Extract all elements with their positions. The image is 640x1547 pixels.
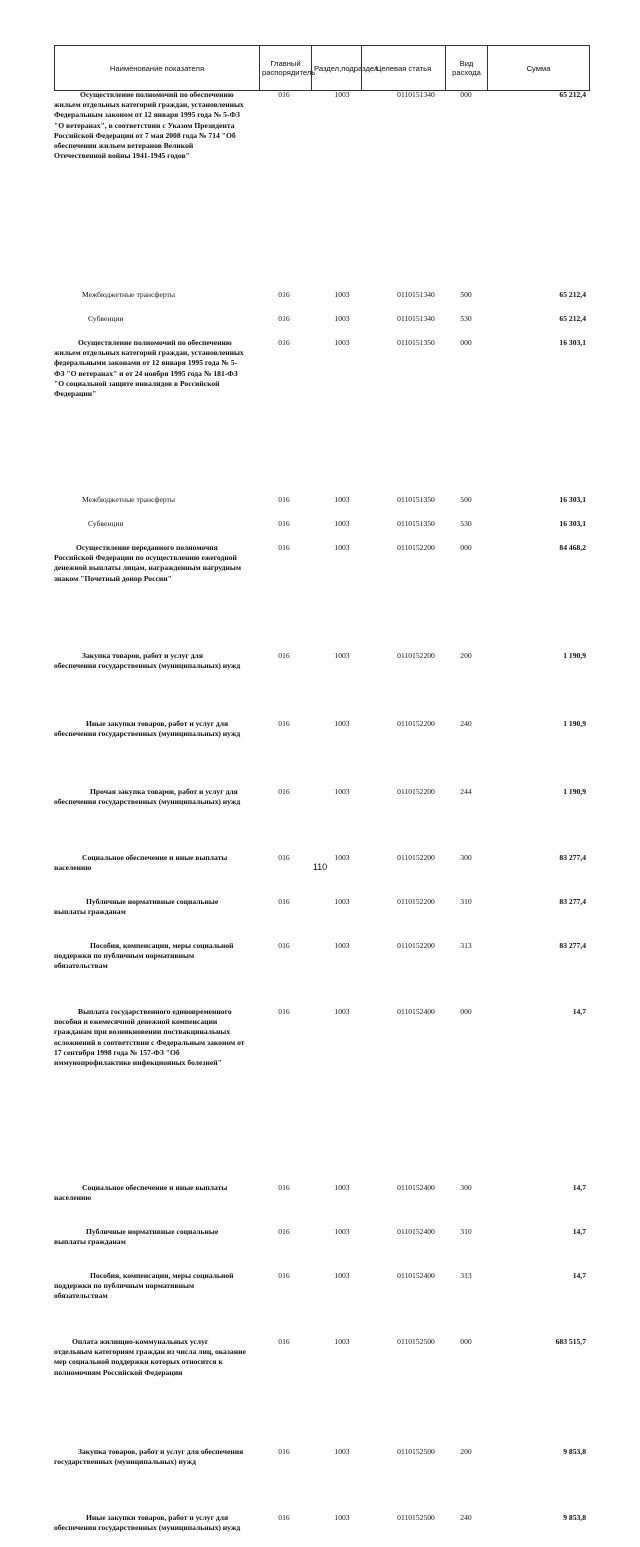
row-target: 0110152200 (397, 651, 435, 660)
header-target: Целевая статья (362, 46, 446, 91)
table-row (54, 897, 589, 919)
row-name: Иные закупки товаров, работ и услуг для обеспечения государственных (муниципальных) нужд (54, 1513, 241, 1533)
row-target: 0110152200 (397, 787, 435, 796)
row-section: 1003 (334, 1183, 350, 1192)
row-section: 1003 (334, 1337, 350, 1346)
page-number: 110 (312, 862, 328, 872)
row-type: 244 (460, 787, 472, 796)
table-row (54, 941, 589, 974)
table-row (54, 787, 589, 820)
row-type: 530 (460, 314, 472, 323)
row-section: 1003 (334, 543, 350, 552)
row-admin: 016 (278, 519, 290, 528)
row-type: 000 (460, 338, 472, 347)
row-type: 530 (460, 519, 472, 528)
row-name: Межбюджетные трансферты (82, 290, 175, 299)
row-name: Оплата жилищно-коммунальных услуг отдельным категориям граждан из числа лиц, оказание мер социальной поддержки которых относится к полномочиям Российской Федерации (54, 1337, 246, 1377)
row-admin: 016 (278, 941, 290, 950)
row-target: 0110152200 (397, 897, 435, 906)
row-sum: 1 190,9 (563, 787, 586, 796)
row-admin: 016 (278, 719, 290, 728)
row-type: 240 (460, 1513, 472, 1522)
row-admin: 016 (278, 338, 290, 347)
row-name: Осуществление переданного полномочия Российской Федерации по осуществлению ежегодной денежной выплаты лицам, награжденным нагрудным знаком "Почетный донор России" (54, 543, 241, 583)
row-sum: 84 468,2 (559, 543, 586, 552)
row-target: 0110152200 (397, 941, 435, 950)
row-sum: 83 277,4 (559, 941, 586, 950)
row-sum: 65 212,4 (559, 90, 586, 99)
table-row (54, 495, 589, 507)
row-sum: 14,7 (572, 1271, 586, 1280)
row-type: 240 (460, 719, 472, 728)
row-admin: 016 (278, 495, 290, 504)
table-row (54, 1227, 589, 1249)
row-name: Иные закупки товаров, работ и услуг для обеспечения государственных (муниципальных) нужд (54, 719, 241, 739)
row-target: 0110152400 (397, 1227, 435, 1236)
row-target: 0110151340 (397, 290, 435, 299)
table-body (54, 90, 589, 1533)
row-admin: 016 (278, 90, 290, 99)
row-admin: 016 (278, 543, 290, 552)
row-type: 313 (460, 1271, 472, 1280)
table-row (54, 314, 589, 326)
row-name: Осуществление полномочий по обеспечению жильем отдельных категорий граждан, установленных федеральными законами от 12 января 1995 года № 5-ФЗ "О ветеранах" и от 24 ноября 1995 года № 181-ФЗ "О социальной защите инвалидов в Российской Федерации" (54, 338, 244, 399)
row-admin: 016 (278, 1007, 290, 1016)
row-name: Субвенции (88, 314, 124, 323)
row-type: 000 (460, 1007, 472, 1016)
row-target: 0110151340 (397, 314, 435, 323)
table-row (54, 719, 589, 753)
row-section: 1003 (334, 1271, 350, 1280)
row-target: 0110151350 (397, 338, 435, 347)
row-sum: 9 853,8 (563, 1447, 586, 1456)
row-section: 1003 (334, 897, 350, 906)
row-type: 310 (460, 897, 472, 906)
row-target: 0110151350 (397, 519, 435, 528)
row-type: 000 (460, 543, 472, 552)
row-sum: 16 303,1 (559, 495, 586, 504)
row-sum: 83 277,4 (559, 853, 586, 862)
row-name: Публичные нормативные социальные выплаты гражданам (54, 897, 219, 917)
row-name: Выплата государственного единовременного пособия и ежемесячной денежной компенсации гражданам при возникновении поствакцинальных осложнений в соответствии с Федеральным законом от 17 сентября 1998 года № 157-ФЗ "Об иммунопрофилактике инфекционных болезней" (54, 1007, 245, 1068)
row-sum: 14,7 (572, 1007, 586, 1016)
row-type: 300 (460, 1183, 472, 1192)
row-target: 0110152400 (397, 1007, 435, 1016)
table-row (54, 651, 589, 685)
row-name: Социальное обеспечение и иные выплаты населению (54, 1183, 228, 1203)
row-name: Прочая закупка товаров, работ и услуг для обеспечения государственных (муниципальных) нужд (54, 787, 241, 807)
row-section: 1003 (334, 719, 350, 728)
row-section: 1003 (334, 519, 350, 528)
row-name: Пособия, компенсации, меры социальной поддержки по публичным нормативным обязательствам (54, 941, 234, 971)
row-section: 1003 (334, 290, 350, 299)
row-sum: 14,7 (572, 1183, 586, 1192)
row-admin: 016 (278, 1183, 290, 1192)
header-admin: Главный распорядитель (260, 46, 312, 91)
row-name: Социальное обеспечение и иные выплаты населению (54, 853, 228, 873)
row-section: 1003 (334, 787, 350, 796)
row-admin: 016 (278, 1447, 290, 1456)
table-row (54, 290, 589, 302)
row-section: 1003 (334, 314, 350, 323)
table-row (54, 1183, 589, 1205)
row-type: 500 (460, 290, 472, 299)
row-sum: 16 303,1 (559, 338, 586, 347)
table-row (54, 519, 589, 531)
row-section: 1003 (334, 1227, 350, 1236)
table-row (54, 543, 589, 597)
row-name: Публичные нормативные социальные выплаты гражданам (54, 1227, 219, 1247)
header-name: Наименование показателя (55, 46, 260, 91)
row-admin: 016 (278, 897, 290, 906)
row-target: 0110151350 (397, 495, 435, 504)
row-type: 310 (460, 1227, 472, 1236)
row-name: Закупка товаров, работ и услуг для обеспечения государственных (муниципальных) нужд (54, 651, 241, 671)
row-target: 0110152400 (397, 1183, 435, 1192)
row-section: 1003 (334, 941, 350, 950)
row-section: 1003 (334, 853, 350, 862)
row-type: 200 (460, 1447, 472, 1456)
row-sum: 65 212,4 (559, 314, 586, 323)
row-type: 313 (460, 941, 472, 950)
row-section: 1003 (334, 1447, 350, 1456)
row-name: Пособия, компенсации, меры социальной поддержки по публичным нормативным обязательствам (54, 1271, 234, 1301)
table-row (54, 1447, 589, 1480)
row-sum: 1 190,9 (563, 651, 586, 660)
row-sum: 83 277,4 (559, 897, 586, 906)
row-type: 300 (460, 853, 472, 862)
row-target: 0110152500 (397, 1337, 435, 1346)
row-target: 0110152200 (397, 853, 435, 862)
row-name: Межбюджетные трансферты (82, 495, 175, 504)
row-type: 500 (460, 495, 472, 504)
header-sum: Сумма (488, 46, 590, 91)
row-name: Закупка товаров, работ и услуг для обеспечения государственных (муниципальных) нужд (54, 1447, 244, 1467)
row-type: 200 (460, 651, 472, 660)
row-name: Субвенции (88, 519, 124, 528)
row-target: 0110152200 (397, 543, 435, 552)
table-row (54, 1271, 589, 1304)
row-admin: 016 (278, 1337, 290, 1346)
row-sum: 683 515,7 (555, 1337, 586, 1346)
row-sum: 1 190,9 (563, 719, 586, 728)
row-target: 0110152500 (397, 1447, 435, 1456)
row-type: 000 (460, 90, 472, 99)
row-admin: 016 (278, 314, 290, 323)
row-sum: 16 303,1 (559, 519, 586, 528)
row-target: 0110151340 (397, 90, 435, 99)
row-admin: 016 (278, 1271, 290, 1280)
header-section: Раздел,подраздел (312, 46, 362, 91)
table-row (54, 338, 589, 416)
row-sum: 65 212,4 (559, 290, 586, 299)
table-row (54, 1337, 589, 1392)
row-admin: 016 (278, 853, 290, 862)
row-type: 000 (460, 1337, 472, 1346)
row-name: Осуществление полномочий по обеспечению жильем отдельных категорий граждан, установленных Федеральным законом от 12 января 1995 года № 5-ФЗ "О ветеранах", в соответствии с Указом Президента Российской Федерации от 7 мая 2008 года № 714 "Об обеспечении жильем ветеранов Великой Отечественной войны 1941-1945 годов" (54, 90, 244, 161)
row-admin: 016 (278, 1513, 290, 1522)
row-target: 0110152200 (397, 719, 435, 728)
row-sum: 9 853,8 (563, 1513, 586, 1522)
table-row (54, 90, 589, 190)
table-row (54, 1513, 589, 1547)
row-target: 0110152500 (397, 1513, 435, 1522)
row-section: 1003 (334, 1007, 350, 1016)
row-section: 1003 (334, 90, 350, 99)
row-admin: 016 (278, 1227, 290, 1236)
row-target: 0110152400 (397, 1271, 435, 1280)
row-section: 1003 (334, 338, 350, 347)
row-section: 1003 (334, 1513, 350, 1522)
row-section: 1003 (334, 651, 350, 660)
row-sum: 14,7 (572, 1227, 586, 1236)
row-admin: 016 (278, 651, 290, 660)
row-admin: 016 (278, 290, 290, 299)
row-admin: 016 (278, 787, 290, 796)
table-header (54, 45, 590, 91)
table-row (54, 1007, 589, 1095)
header-type: Вид расхода (446, 46, 488, 91)
row-section: 1003 (334, 495, 350, 504)
